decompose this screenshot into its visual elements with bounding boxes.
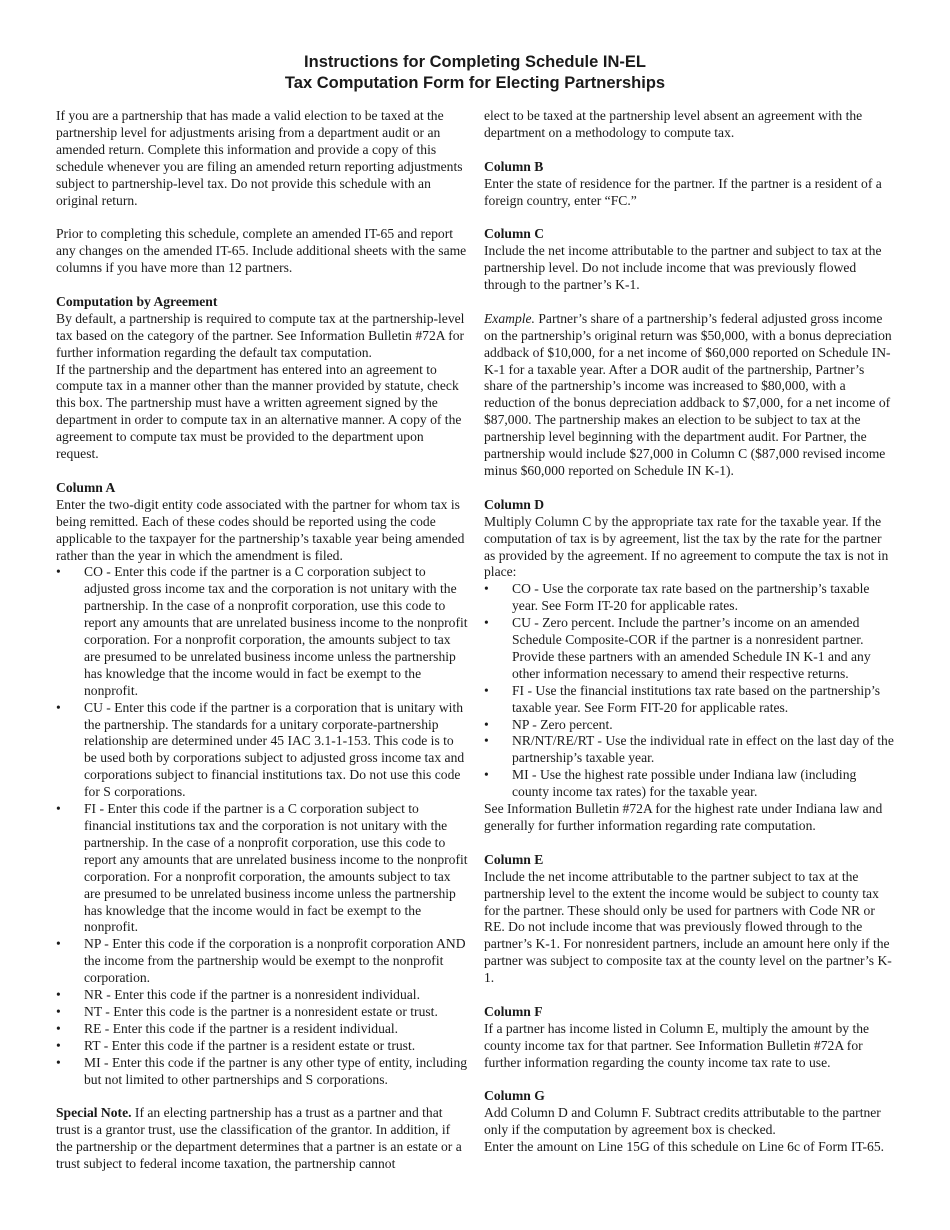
bullet-icon: •	[56, 987, 61, 1003]
column-c-paragraph: Include the net income attributable to the partner and subject to tax at the partnership level. Do not include income that was previously flowed through to the partner’s K-1.	[484, 243, 882, 293]
list-item-text: NR/NT/RE/RT - Use the individual rate in effect on the last day of the partnership’s taxable year.	[512, 733, 894, 766]
column-g-paragraph-2: Enter the amount on Line 15G of this schedule on Line 6c of Form IT-65.	[484, 1139, 885, 1155]
title-line-1: Instructions for Completing Schedule IN-EL	[304, 53, 646, 71]
example-label: Example.	[484, 310, 535, 326]
list-item	[56, 936, 468, 987]
column-f-heading: Column F	[484, 1003, 543, 1019]
special-note-text: If an electing partnership has a trust as a partner and that trust is a grantor trust, use the classification of the grantor. In addition, if the partnership or the department determines that a partner is an estate or a trust subject to federal income taxation, the partnership cannot	[56, 1105, 462, 1172]
bullet-icon: •	[484, 716, 489, 732]
column-d-after-paragraph: See Information Bulletin #72A for the highest rate under Indiana law and generally for further information regarding rate computation.	[484, 801, 883, 833]
list-item	[484, 615, 896, 683]
column-g-heading: Column G	[484, 1088, 545, 1104]
list-item	[484, 767, 896, 801]
list-item-text: MI - Use the highest rate possible under Indiana law (including county income tax rates) for the taxable year.	[512, 767, 857, 800]
agreement-heading: Computation by Agreement	[56, 293, 218, 309]
intro-paragraph-1: If you are a partnership that has made a valid election to be taxed at the partnership level for adjustments arising from a department audit or an amended return. Complete this information and provide a copy of this schedule whenever you are filing an amended return reporting adjustments subject to partnership-level tax. Do not provide this schedule with an original return.	[56, 108, 463, 208]
list-item-text: NP - Zero percent.	[512, 716, 613, 732]
bullet-icon: •	[56, 1003, 61, 1019]
column-c-heading: Column C	[484, 226, 545, 242]
list-item-text: NR - Enter this code if the partner is a nonresident individual.	[84, 987, 420, 1003]
bullet-icon: •	[56, 1037, 61, 1053]
column-e-heading: Column E	[484, 851, 544, 867]
list-item	[56, 564, 468, 699]
list-item-text: FI - Enter this code if the partner is a C corporation subject to financial institutions tax and the corporation is not unitary with the partnership. In the case of a nonprofit corporation, use this code to report any amounts that are unrelated business income to the nonprofit corporation. For a nonprofit corporation, the amounts subject to tax are presumed to be unrelated business income unless the partnership has knowledge that the income would in fact be exempt to the nonprofit.	[84, 801, 468, 935]
bullet-icon: •	[484, 615, 489, 631]
list-item	[56, 1055, 468, 1089]
column-f-paragraph: If a partner has income listed in Column E, multiply the amount by the county income tax for that partner. See Information Bulletin #72A for further information regarding the county income tax rate to use.	[484, 1020, 870, 1070]
bullet-icon: •	[484, 767, 489, 783]
list-item	[56, 1004, 468, 1021]
column-a-heading: Column A	[56, 479, 116, 495]
list-item-text: CU - Zero percent. Include the partner’s income on an amended Schedule Composite-COR if the partner is a nonresident partner. Provide these partners with an amended Schedule IN K-1 and any other information necessary to amend their respective returns.	[512, 615, 871, 681]
left-column	[56, 108, 468, 1173]
continued-paragraph: elect to be taxed at the partnership level absent an agreement with the department on a methodology to compute tax.	[484, 108, 863, 140]
list-item-text: RE - Enter this code if the partner is a resident individual.	[84, 1020, 399, 1036]
title-line-2: Tax Computation Form for Electing Partnerships	[284, 74, 666, 92]
bullet-icon: •	[484, 733, 489, 749]
list-item-text: FI - Use the financial institutions tax rate based on the partnership’s taxable year. See Form FIT-20 for applicable rates.	[512, 682, 881, 715]
intro-paragraph-2: Prior to completing this schedule, complete an amended IT-65 and report any changes on the amended IT-65. Include additional sheets with the same columns if you have more than 12 partners.	[56, 226, 467, 276]
list-item	[56, 987, 468, 1004]
list-item	[56, 700, 468, 801]
column-d-heading: Column D	[484, 496, 545, 512]
page-title	[0, 52, 950, 94]
list-item	[484, 717, 896, 734]
list-item-text: NT - Enter this code is the partner is a nonresident estate or trust.	[84, 1003, 438, 1019]
bullet-icon: •	[56, 564, 61, 580]
column-a-paragraph: Enter the two-digit entity code associated with the partner for whom tax is being remitted. Each of these codes should be reported using the code applicable to the taxpayer for the partnership’s taxable year being amended rather than the year in which the amendment is filed.	[56, 496, 465, 563]
list-item-text: CO - Enter this code if the partner is a C corporation subject to adjusted gross income tax and the corporation is not unitary with the partnership. In the case of a nonprofit corporation, use this code to report any amounts that are unrelated business income to the nonprofit corporation. For a nonprofit corporation, the amounts subject to tax are presumed to be unrelated business income unless the partnership has knowledge that the income would in fact be exempt to the nonprofit.	[84, 564, 468, 698]
bullet-icon: •	[56, 1054, 61, 1070]
agreement-paragraph-2: If the partnership and the department has entered into an agreement to compute tax in a manner other than the manner provided by statute, check this box. The partnership must have a written agreement signed by the department in order to compute tax in an alternative manner. A copy of the agreement to compute tax must be provided to the department upon request.	[56, 361, 462, 462]
column-a-code-list	[56, 564, 468, 1088]
bullet-icon: •	[484, 581, 489, 597]
list-item	[56, 1038, 468, 1055]
column-d-paragraph: Multiply Column C by the appropriate tax rate for the taxable year. If the computation of tax is by agreement, list the tax by the rate for the partner as provided by the agreement. If no agreement to compute the tax is not in place:	[484, 513, 889, 580]
example-paragraph	[484, 311, 896, 480]
column-g-paragraph-1: Add Column D and Column F. Subtract credits attributable to the partner only if the computation by agreement box is checked.	[484, 1105, 881, 1138]
list-item-text: NP - Enter this code if the corporation is a nonprofit corporation AND the income from the partnership would be exempt to the nonprofit corporation.	[84, 936, 466, 986]
list-item	[56, 801, 468, 936]
column-d-rate-list	[484, 581, 896, 801]
example-text: Partner’s share of a partnership’s federal adjusted gross income on the partnership’s original return was $50,000, with a bonus depreciation addback of $10,000, for a net income of $60,000 reported on Schedule IN-K-1 for a taxable year. After a DOR audit of the partnership, Partner’s share of the partnership’s income was increased to $80,000, with a reduction of the bonus depreciation addback to $7,000, for a net income of $87,000. The partnership makes an election to be subject to tax at the partnership level beginning with the department audit. For Partner, the partnership would include $27,000 in Column C ($87,000 revised income minus $60,000 reported on Schedule IN K-1).	[484, 310, 892, 478]
list-item-text: CO - Use the corporate tax rate based on the partnership’s taxable year. See Form IT-20 for applicable rates.	[512, 581, 870, 614]
bullet-icon: •	[484, 682, 489, 698]
agreement-paragraph-1: By default, a partnership is required to compute tax at the partnership-level tax based on the category of the partner. See Information Bulletin #72A for further information regarding the default tax computation.	[56, 310, 465, 360]
column-b-paragraph: Enter the state of residence for the partner. If the partner is a resident of a foreign country, enter “FC.”	[484, 175, 882, 208]
list-item-text: CU - Enter this code if the partner is a corporation that is unitary with the partnership. The standards for a unitary corporate-partnership relationship are determined under 45 IAC 3.1-1-153. This code is to be used both by corporations subject to adjusted gross income tax and corporations subject to financial institutions tax. Do not use this code for S corporations.	[84, 699, 465, 800]
bullet-icon: •	[56, 936, 61, 952]
list-item	[484, 683, 896, 717]
special-note-label: Special Note.	[56, 1105, 132, 1121]
list-item	[56, 1021, 468, 1038]
list-item-text: MI - Enter this code if the partner is any other type of entity, including but not limited to other partnerships and S corporations.	[84, 1054, 468, 1087]
column-e-paragraph: Include the net income attributable to the partner subject to tax at the partnership level to the extent the income would be subject to county tax for the partner. These should only be used for partners with Code NR or RE. Do not include income that was previously flowed through to the partner’s K-1. For nonresident partners, include an amount here only if the partner was subject to composite tax at the county level on the partner’s K-1.	[484, 868, 892, 986]
list-item	[484, 733, 896, 767]
bullet-icon: •	[56, 699, 61, 715]
list-item	[484, 581, 896, 615]
special-note-paragraph	[56, 1105, 468, 1173]
bullet-icon: •	[56, 1020, 61, 1036]
list-item-text: RT - Enter this code if the partner is a resident estate or trust.	[84, 1037, 416, 1053]
bullet-icon: •	[56, 801, 61, 817]
right-column	[484, 108, 896, 1156]
column-b-heading: Column B	[484, 158, 544, 174]
